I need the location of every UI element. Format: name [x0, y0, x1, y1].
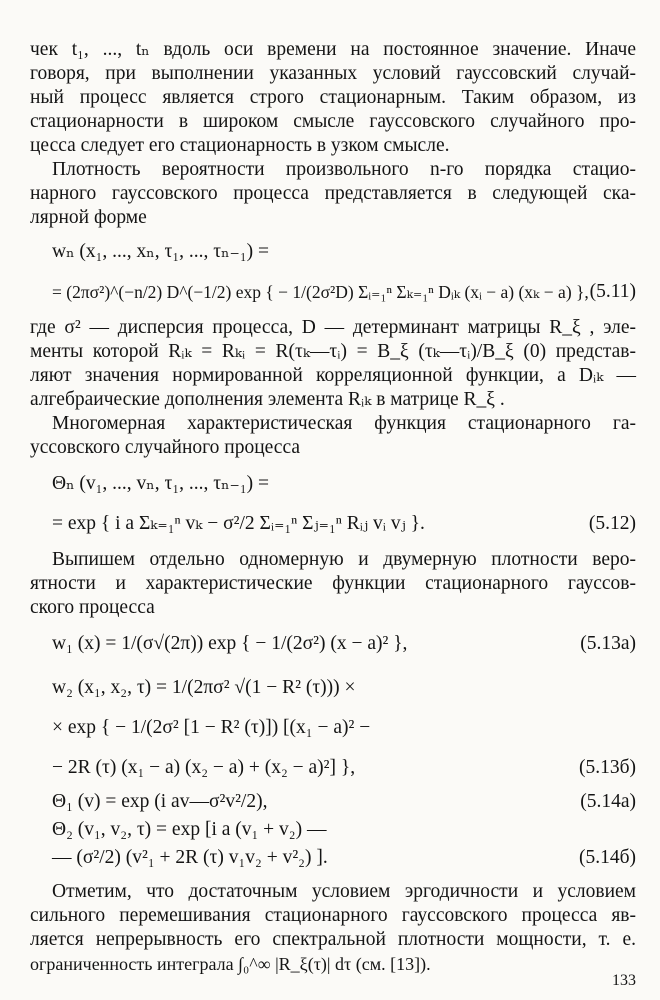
text-line: где σ² — дисперсия процесса, D — детерминант матрицы R_ξ , эле- — [30, 317, 636, 338]
equation-5-14a: Θ₁ (v) = exp (i av—σ²v²/2), — [52, 791, 268, 812]
equation-5-14b-line-2: — (σ²/2) (v²₁ + 2R (τ) v₁v₂ + v²₂) ]. — [52, 847, 328, 868]
text-line: ского процесса — [30, 597, 155, 618]
equation-number: (5.14а) — [580, 791, 636, 812]
equation-5-13b-line-1: w₂ (x₁, x₂, τ) = 1/(2πσ² √(1 − R² (τ))) × — [52, 677, 356, 698]
paragraph-start-line: Многомерная характеристическая функция стационарного га- — [52, 413, 636, 434]
text-line: лярной форме — [30, 207, 147, 228]
text-line: сильного перемешивания стационарного гауссовского процесса яв- — [30, 905, 636, 926]
text-line: ляют значения нормированной корреляционной функции, а Dᵢₖ — — [30, 365, 636, 386]
paragraph-start-line: Плотность вероятности произвольного n-го порядка стацио- — [52, 159, 636, 180]
equation-5-13b-line-3: − 2R (τ) (x₁ − a) (x₂ − a) + (x₂ − a)²] }, — [52, 757, 356, 778]
equation-number: (5.13а) — [580, 633, 636, 654]
text-line: менты которой Rᵢₖ = Rₖᵢ = R(τₖ—τᵢ) = B_ξ (τₖ—τᵢ)/B_ξ (0) представ- — [30, 341, 636, 362]
text-line: уссовского случайного процесса — [30, 437, 301, 458]
text-line: нарного гауссовского процесса представляется в следующей ска- — [30, 183, 636, 204]
equation-number: (5.12) — [588, 513, 636, 534]
text-line: ляется непрерывность его спектральной плотности мощности, т. е. — [30, 929, 636, 950]
equation-number: (5.13б) — [578, 757, 636, 778]
equation-5-12-line-1: Θₙ (v₁, ..., vₙ, τ₁, ..., τₙ₋₁) = — [52, 473, 269, 494]
text-line: ный процесс является строго стационарным. Таким образом, из — [30, 87, 636, 108]
text-line: ограниченность интеграла ∫₀^∞ |R_ξ(τ)| dτ (см. [13]). — [30, 954, 431, 974]
page-number: 133 — [612, 972, 636, 989]
text-line: чек t₁, ..., tₙ вдоль оси времени на постоянное значение. Иначе — [30, 39, 636, 60]
text-line: цесса следует его стационарность в узком смысле. — [30, 135, 450, 156]
paragraph-start-line: Выпишем отдельно одномерную и двумерную плотности веро- — [52, 549, 636, 570]
equation-number: (5.14б) — [578, 847, 636, 868]
equation-5-14b-line-1: Θ₂ (v₁, v₂, τ) = exp [i a (v₁ + v₂) — — [52, 819, 327, 840]
text-line: ятности и характеристические функции стационарного гауссов- — [30, 573, 636, 594]
equation-5-12-line-2: = exp { i a Σₖ₌₁ⁿ vₖ − σ²/2 Σᵢ₌₁ⁿ Σⱼ₌₁ⁿ Rᵢⱼ vᵢ vⱼ }. — [52, 513, 425, 534]
equation-5-11-line-1: wₙ (x₁, ..., xₙ, τ₁, ..., τₙ₋₁) = — [52, 241, 269, 262]
text-line: алгебраические дополнения элемента Rᵢₖ в матрице R_ξ . — [30, 389, 505, 410]
text-line: стационарности в широком смысле гауссовского случайного про- — [30, 111, 636, 132]
equation-5-13b-line-2: × exp { − 1/(2σ² [1 − R² (τ)]) [(x₁ − a)² − — [52, 717, 371, 738]
equation-5-11-line-2: = (2πσ²)^(−n/2) D^(−1/2) exp { − 1/(2σ²D) Σᵢ₌₁ⁿ Σₖ₌₁ⁿ Dᵢₖ (xᵢ − a) (xₖ − a) }, — [52, 282, 589, 302]
equation-number: (5.11) — [589, 281, 636, 302]
equation-5-13a: w₁ (x) = 1/(σ√(2π)) exp { − 1/(2σ²) (x − a)² }, — [52, 633, 408, 654]
text-line: говоря, при выполнении указанных условий гауссовский случай- — [30, 63, 636, 84]
paragraph-start-line: Отметим, что достаточным условием эргодичности и условием — [52, 881, 636, 902]
